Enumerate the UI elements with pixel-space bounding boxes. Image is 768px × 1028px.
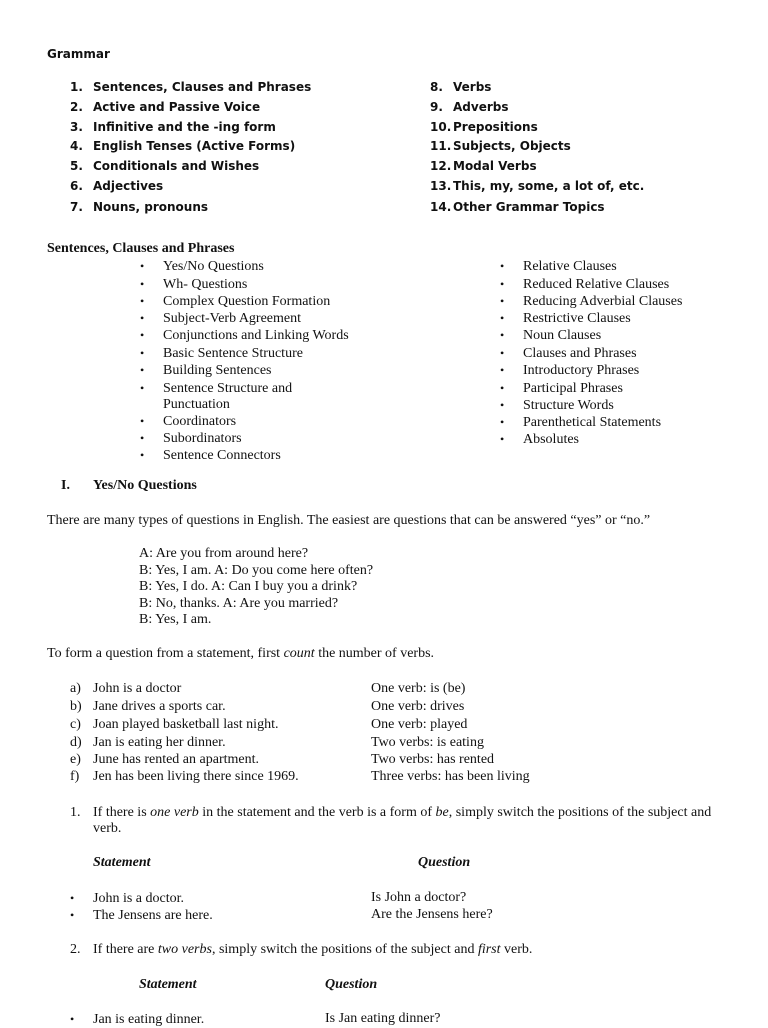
statement-header: Statement <box>139 977 197 992</box>
list-item: • Conjunctions and Linking Words <box>140 328 349 343</box>
dialogue-line: B: No, thanks. A: Are you married? <box>139 596 339 611</box>
toc-item: 6. Adjectives <box>70 179 164 193</box>
example-letter: b) <box>70 699 82 714</box>
list-item: • Wh- Questions <box>140 277 248 292</box>
rule-number: 1. <box>70 805 81 820</box>
example-letter: f) <box>70 769 80 784</box>
toc-item: 11. Subjects, Objects <box>430 139 571 153</box>
list-item: • Absolutes <box>500 432 579 447</box>
toc-item: 13. This, my, some, a lot of, etc. <box>430 179 645 193</box>
example-sentence: Joan played basketball last night. <box>93 717 279 732</box>
list-item: • Complex Question Formation <box>140 294 331 309</box>
section-title: Yes/No Questions <box>93 478 197 493</box>
rule-text: If there are two verbs, simply switch the positions of the subject and first verb. <box>93 942 533 957</box>
dialogue-line: A: Are you from around here? <box>139 546 309 561</box>
example-letter: e) <box>70 752 81 767</box>
example-letter: c) <box>70 717 81 732</box>
list-item: • Yes/No Questions <box>140 259 264 274</box>
list-item: • Sentence Connectors <box>140 448 281 463</box>
dialogue-line: B: Yes, I do. A: Can I buy you a drink? <box>139 579 358 594</box>
toc-item: 1. Sentences, Clauses and Phrases <box>70 80 312 94</box>
dialogue-line: B: Yes, I am. A: Do you come here often? <box>139 563 374 578</box>
question-item: Is Jan eating dinner? <box>325 1011 441 1026</box>
toc-item: 9. Adverbs <box>430 100 509 114</box>
example-verbs: Three verbs: has been living <box>371 769 530 784</box>
list-item: • Parenthetical Statements <box>500 415 662 430</box>
statement-item: • The Jensens are here. <box>70 908 213 923</box>
example-letter: a) <box>70 681 81 696</box>
example-sentence: John is a doctor <box>93 681 182 696</box>
list-item: • Coordinators <box>140 414 237 429</box>
list-item: • Reduced Relative Clauses <box>500 277 670 292</box>
dialogue-line: B: Yes, I am. <box>139 612 212 627</box>
list-item: • Sentence Structure and <box>140 381 293 396</box>
list-item: • Relative Clauses <box>500 259 617 274</box>
list-item: • Noun Clauses <box>500 328 602 343</box>
rule-text-continuation: verb. <box>93 821 122 836</box>
toc-item: 10. Prepositions <box>430 120 538 134</box>
example-verbs: One verb: drives <box>371 699 465 714</box>
list-item: • Building Sentences <box>140 363 272 378</box>
toc-item: 3. Infinitive and the -ing form <box>70 120 276 134</box>
statement-item: • Jan is eating dinner. <box>70 1012 205 1027</box>
rule-text: If there is one verb in the statement and the verb is a form of be, simply switch the positions of the subject and <box>93 805 712 820</box>
example-letter: d) <box>70 735 82 750</box>
list-item: • Basic Sentence Structure <box>140 346 303 361</box>
list-item: • Participal Phrases <box>500 381 623 396</box>
toc-item: 8. Verbs <box>430 80 492 94</box>
list-item: • Restrictive Clauses <box>500 311 631 326</box>
toc-item: 14. Other Grammar Topics <box>430 200 605 214</box>
list-item-continuation: Punctuation <box>163 397 230 412</box>
list-item: • Subject-Verb Agreement <box>140 311 302 326</box>
question-item: Is John a doctor? <box>371 890 467 905</box>
example-sentence: Jan is eating her dinner. <box>93 735 226 750</box>
example-sentence: June has rented an apartment. <box>93 752 259 767</box>
example-sentence: Jane drives a sports car. <box>93 699 226 714</box>
statement-header: Statement <box>93 855 151 870</box>
section-number: I. <box>61 478 70 493</box>
toc-item: 7. Nouns, pronouns <box>70 200 209 214</box>
toc-item: 4. English Tenses (Active Forms) <box>70 139 296 153</box>
question-item: Are the Jensens here? <box>371 907 493 922</box>
toc-item: 12. Modal Verbs <box>430 159 537 173</box>
example-sentence: Jen has been living there since 1969. <box>93 769 299 784</box>
example-verbs: Two verbs: has rented <box>371 752 495 767</box>
list-item: • Clauses and Phrases <box>500 346 637 361</box>
example-verbs: One verb: played <box>371 717 468 732</box>
list-item: • Introductory Phrases <box>500 363 640 378</box>
list-item: • Reducing Adverbial Clauses <box>500 294 683 309</box>
page-title: Grammar <box>47 47 110 61</box>
toc-item: 2. Active and Passive Voice <box>70 100 261 114</box>
question-header: Question <box>418 855 471 870</box>
statement-item: • John is a doctor. <box>70 891 184 906</box>
question-header: Question <box>325 977 378 992</box>
rule-number: 2. <box>70 942 81 957</box>
form-paragraph: To form a question from a statement, first count the number of verbs. <box>47 646 435 661</box>
list-item: • Structure Words <box>500 398 614 413</box>
example-verbs: Two verbs: is eating <box>371 735 484 750</box>
intro-paragraph: There are many types of questions in English. The easiest are questions that can be answered “yes” or “no.” <box>47 513 651 528</box>
toc-item: 5. Conditionals and Wishes <box>70 159 260 173</box>
list-item: • Subordinators <box>140 431 242 446</box>
example-verbs: One verb: is (be) <box>371 681 466 696</box>
section-heading: Sentences, Clauses and Phrases <box>47 241 235 256</box>
